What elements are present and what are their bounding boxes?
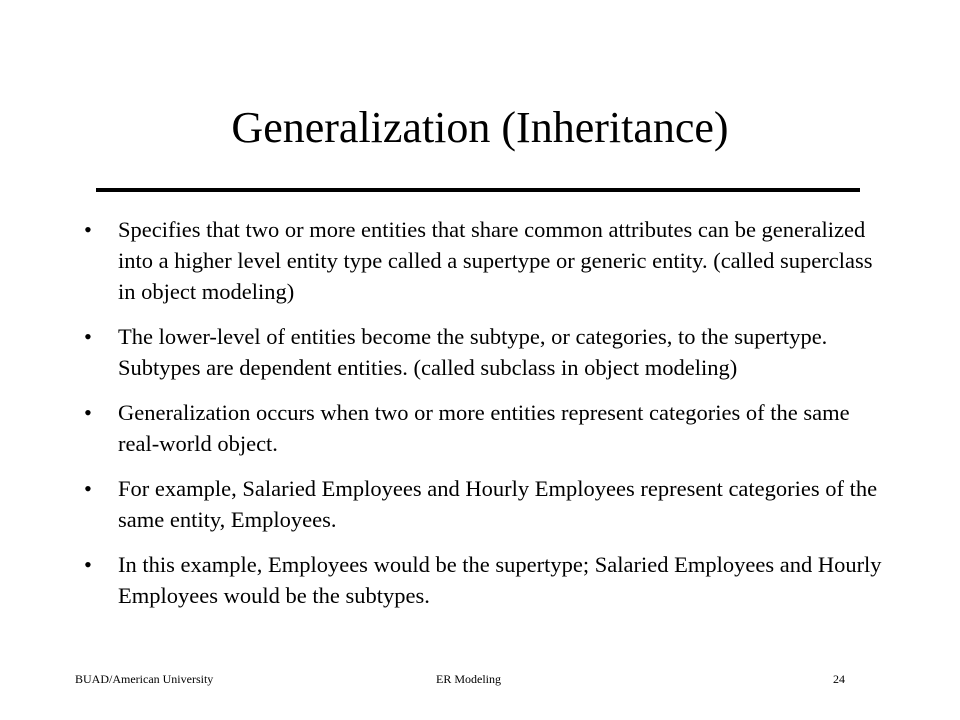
bullet-text: In this example, Employees would be the supertype; Salaried Employees and Hourly Employees would be the subtypes. (118, 552, 882, 608)
bullet-marker: • (84, 400, 92, 425)
bullet-item (84, 321, 884, 383)
bullet-marker: • (84, 476, 92, 501)
bullet-text: Generalization occurs when two or more entities represent categories of the same real-world object. (118, 400, 850, 456)
title-divider (96, 188, 860, 192)
bullet-item (84, 549, 884, 611)
bullet-text: For example, Salaried Employees and Hourly Employees represent categories of the same entity, Employees. (118, 476, 878, 532)
bullet-item (84, 214, 884, 307)
footer-course: BUAD/American University (75, 672, 214, 686)
bullet-text: The lower-level of entities become the subtype, or categories, to the supertype. Subtypes are dependent entities. (called subclass in object modeling) (118, 324, 828, 380)
bullet-marker: • (84, 552, 92, 577)
bullet-text: Specifies that two or more entities that share common attributes can be generalized into a higher level entity type called a supertype or generic entity. (called superclass in object modeling) (118, 217, 873, 304)
slide-title: Generalization (Inheritance) (231, 103, 729, 152)
footer-topic: ER Modeling (436, 672, 501, 686)
bullet-marker: • (84, 217, 92, 242)
bullet-item (84, 397, 884, 459)
bullet-marker: • (84, 324, 92, 349)
bullet-list (84, 214, 884, 625)
bullet-item (84, 473, 884, 535)
page-number: 24 (833, 672, 845, 686)
